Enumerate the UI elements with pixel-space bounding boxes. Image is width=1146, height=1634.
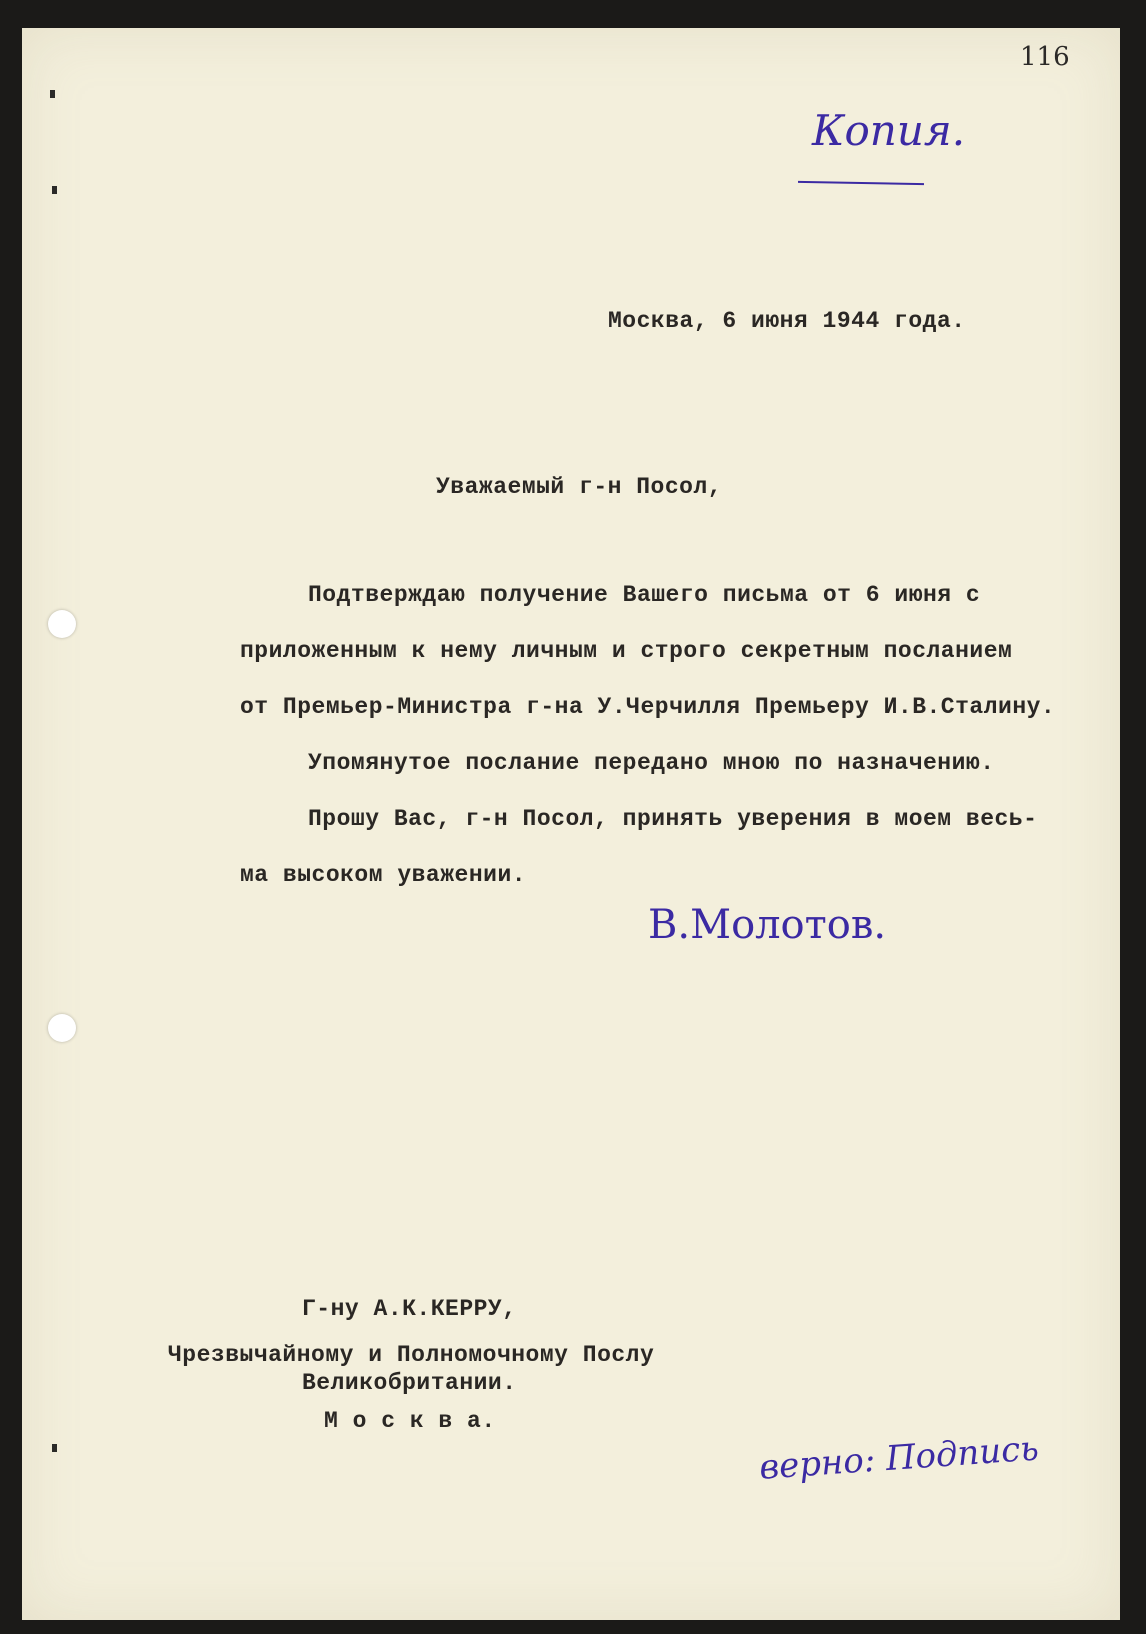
body-line-6: ма высоком уважении. (240, 862, 527, 888)
punch-hole-upper (48, 610, 76, 638)
salutation: Уважаемый г-н Посол, (436, 474, 723, 500)
addressee-city: М о с к в а. (324, 1408, 496, 1434)
body-line-3: от Премьер-Министра г-на У.Черчилля Премьеру И.В.Сталину. (240, 694, 1056, 720)
edge-mark (52, 1444, 57, 1452)
copy-mark-underline (798, 181, 924, 185)
edge-mark (50, 90, 55, 98)
addressee-title: Чрезвычайному и Полномочному Послу (168, 1342, 655, 1368)
date-line: Москва, 6 июня 1944 года. (608, 308, 966, 334)
addressee-country: Великобритании. (302, 1370, 517, 1396)
paper-sheet (22, 28, 1120, 1620)
copy-mark: Копия. (812, 106, 966, 155)
edge-mark (52, 186, 57, 194)
addressee-name: Г-ну А.К.КЕРРУ, (302, 1296, 517, 1322)
certification-note: верно: Подпись (758, 1428, 1040, 1488)
body-line-4: Упомянутое послание передано мною по назначению. (308, 750, 995, 776)
signature-molotov: В.Молотов. (648, 902, 887, 948)
body-line-2: приложенным к нему личным и строго секретным посланием (240, 638, 1013, 664)
punch-hole-lower (48, 1014, 76, 1042)
folio-number: 116 (1020, 42, 1070, 72)
body-line-1: Подтверждаю получение Вашего письма от 6 июня с (308, 582, 981, 608)
body-line-5: Прошу Вас, г-н Посол, принять уверения в моем весь- (308, 806, 1038, 832)
